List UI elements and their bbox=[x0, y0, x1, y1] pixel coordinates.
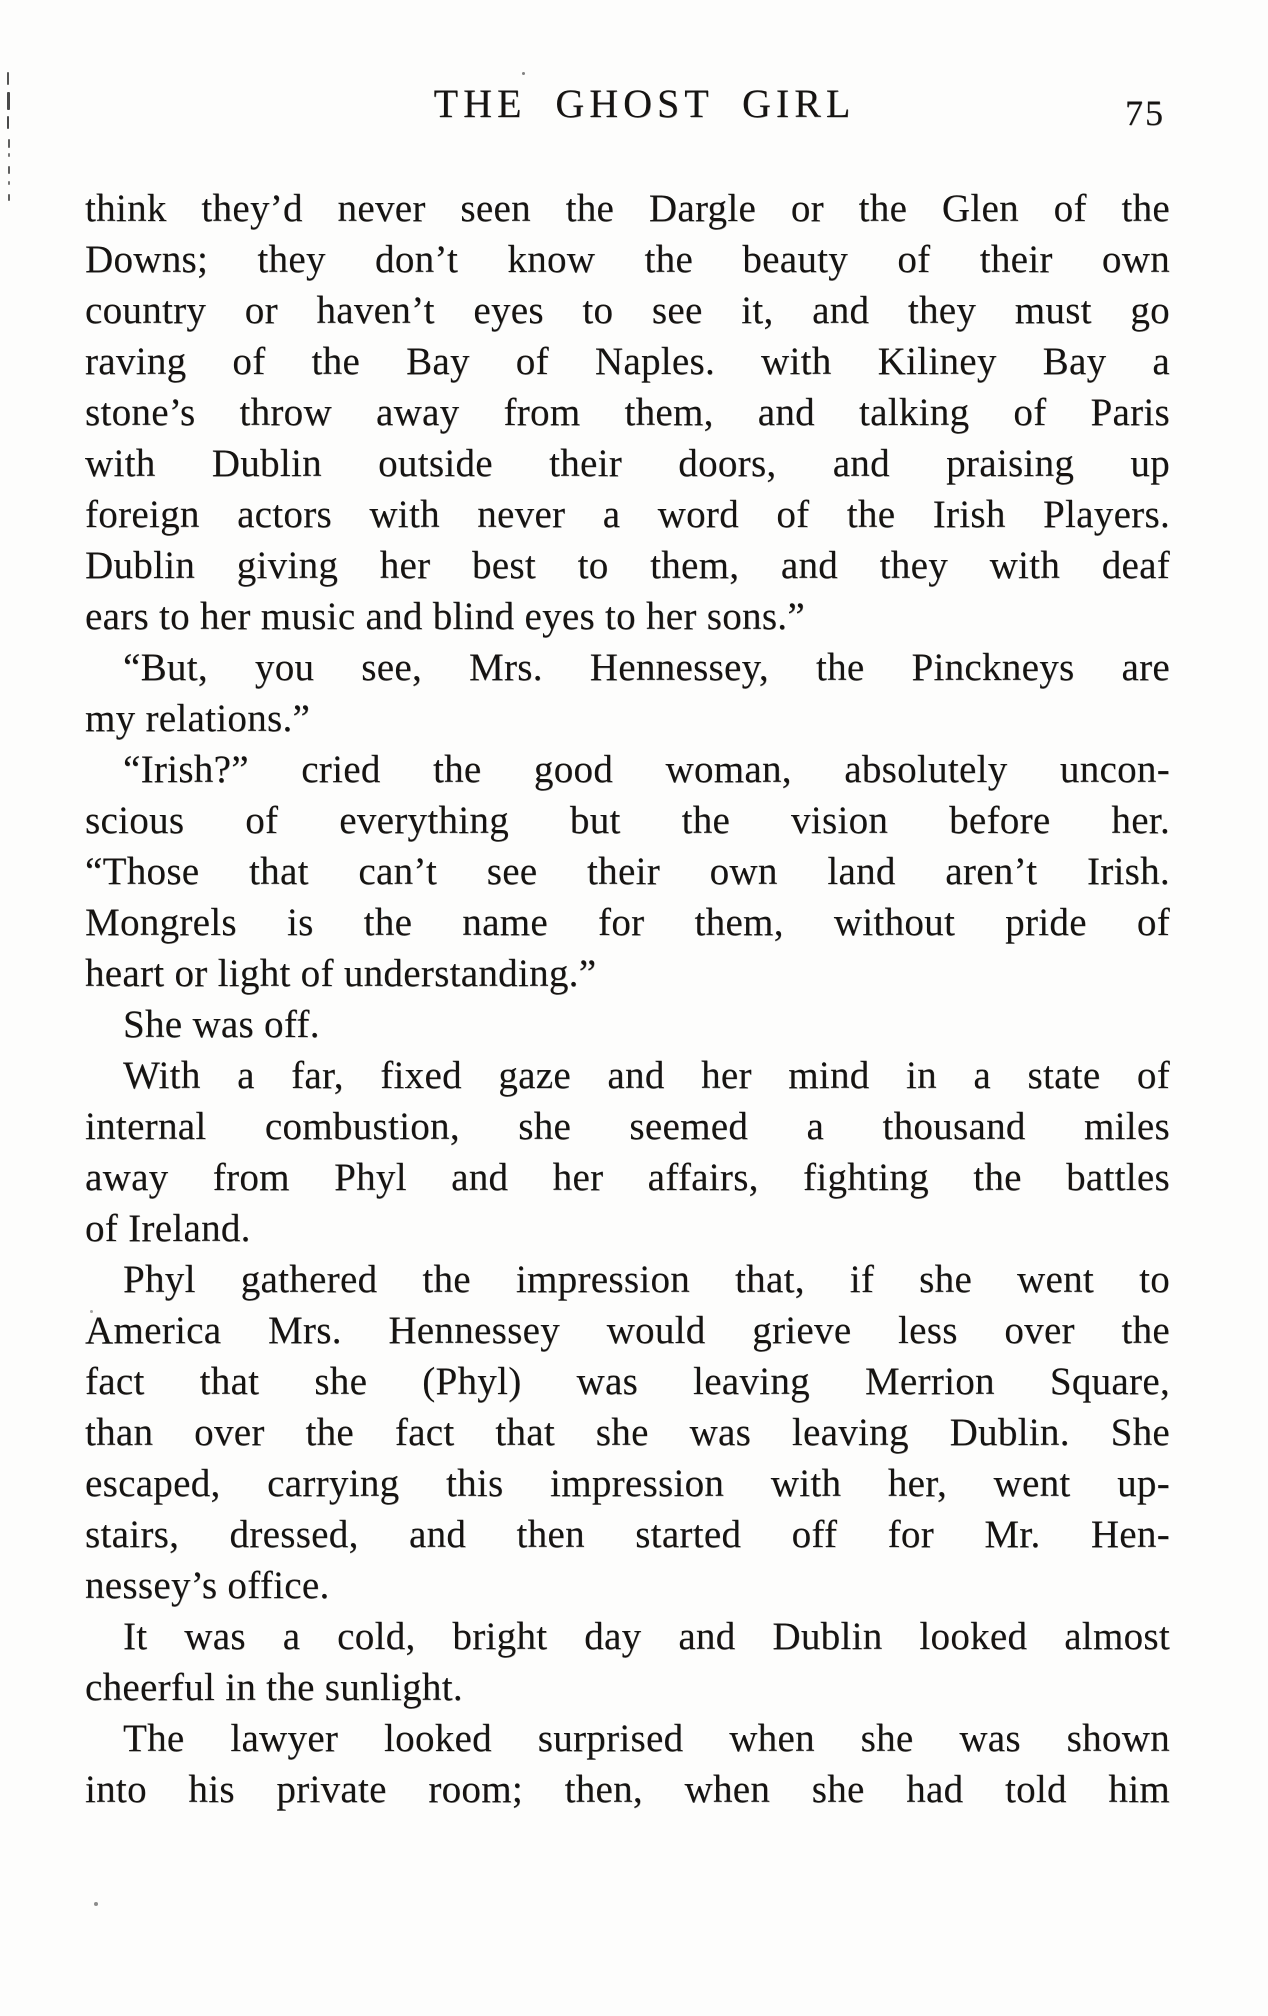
text-line: away from Phyl and her affairs, fighting the battles bbox=[85, 1156, 1170, 1199]
text-line: fact that she (Phyl) was leaving Merrion Square, bbox=[85, 1360, 1170, 1403]
text-line: Phyl gathered the impression that, if she went to bbox=[123, 1258, 1170, 1301]
page-header-title: THE GHOST GIRL bbox=[433, 81, 856, 126]
scan-artifact bbox=[94, 1902, 98, 1906]
text-line: stairs, dressed, and then started off for Mr. Hen- bbox=[85, 1513, 1170, 1556]
text-line: Dublin giving her best to them, and they with deaf bbox=[85, 544, 1170, 587]
text-line: It was a cold, bright day and Dublin looked almost bbox=[123, 1615, 1170, 1658]
text-line: “But, you see, Mrs. Hennessey, the Pinckneys are bbox=[123, 646, 1170, 689]
text-line: cheerful in the sunlight. bbox=[85, 1666, 463, 1709]
text-line: nessey’s office. bbox=[85, 1564, 330, 1607]
text-line: think they’d never seen the Dargle or the Glen of the bbox=[85, 187, 1170, 230]
text-line: She was off. bbox=[123, 1003, 320, 1046]
scan-artifact bbox=[8, 139, 10, 148]
text-line: foreign actors with never a word of the Irish Players. bbox=[85, 493, 1170, 536]
text-line: heart or light of understanding.” bbox=[85, 952, 597, 995]
scan-artifact bbox=[8, 153, 10, 157]
text-line: escaped, carrying this impression with her, went up- bbox=[85, 1462, 1170, 1505]
scan-artifact bbox=[7, 116, 9, 129]
text-line: scious of everything but the vision before her. bbox=[85, 799, 1170, 842]
scan-artifact bbox=[8, 181, 10, 185]
text-line: my relations.” bbox=[85, 697, 311, 740]
text-line: stone’s throw away from them, and talking of Paris bbox=[85, 391, 1170, 434]
text-line: raving of the Bay of Naples. with Kiliney Bay a bbox=[85, 340, 1170, 383]
scan-artifact bbox=[90, 1310, 93, 1313]
text-line: into his private room; then, when she had told him bbox=[85, 1768, 1170, 1811]
text-line: “Irish?” cried the good woman, absolutely uncon- bbox=[123, 748, 1170, 791]
text-line: “Those that can’t see their own land aren’t Irish. bbox=[85, 850, 1170, 893]
text-line: with Dublin outside their doors, and praising up bbox=[85, 442, 1170, 485]
scan-artifact bbox=[7, 72, 9, 85]
scan-artifact bbox=[7, 92, 10, 110]
text-line: than over the fact that she was leaving Dublin. She bbox=[85, 1411, 1170, 1454]
text-line: country or haven’t eyes to see it, and they must go bbox=[85, 289, 1170, 332]
text-line: internal combustion, she seemed a thousand miles bbox=[85, 1105, 1170, 1148]
scan-artifact bbox=[8, 194, 10, 201]
text-line: Mongrels is the name for them, without pride of bbox=[85, 901, 1170, 944]
text-line: The lawyer looked surprised when she was shown bbox=[123, 1717, 1170, 1760]
text-line: Downs; they don’t know the beauty of their own bbox=[85, 238, 1170, 281]
scan-artifact bbox=[8, 166, 10, 174]
text-block bbox=[85, 183, 1170, 1815]
page-number: 75 bbox=[1125, 93, 1165, 133]
text-line: With a far, fixed gaze and her mind in a state of bbox=[123, 1054, 1170, 1097]
text-line: America Mrs. Hennessey would grieve less over the bbox=[85, 1309, 1170, 1352]
text-line: ears to her music and blind eyes to her sons.” bbox=[85, 595, 805, 638]
text-line: of Ireland. bbox=[85, 1207, 251, 1250]
scan-artifact bbox=[522, 72, 525, 75]
